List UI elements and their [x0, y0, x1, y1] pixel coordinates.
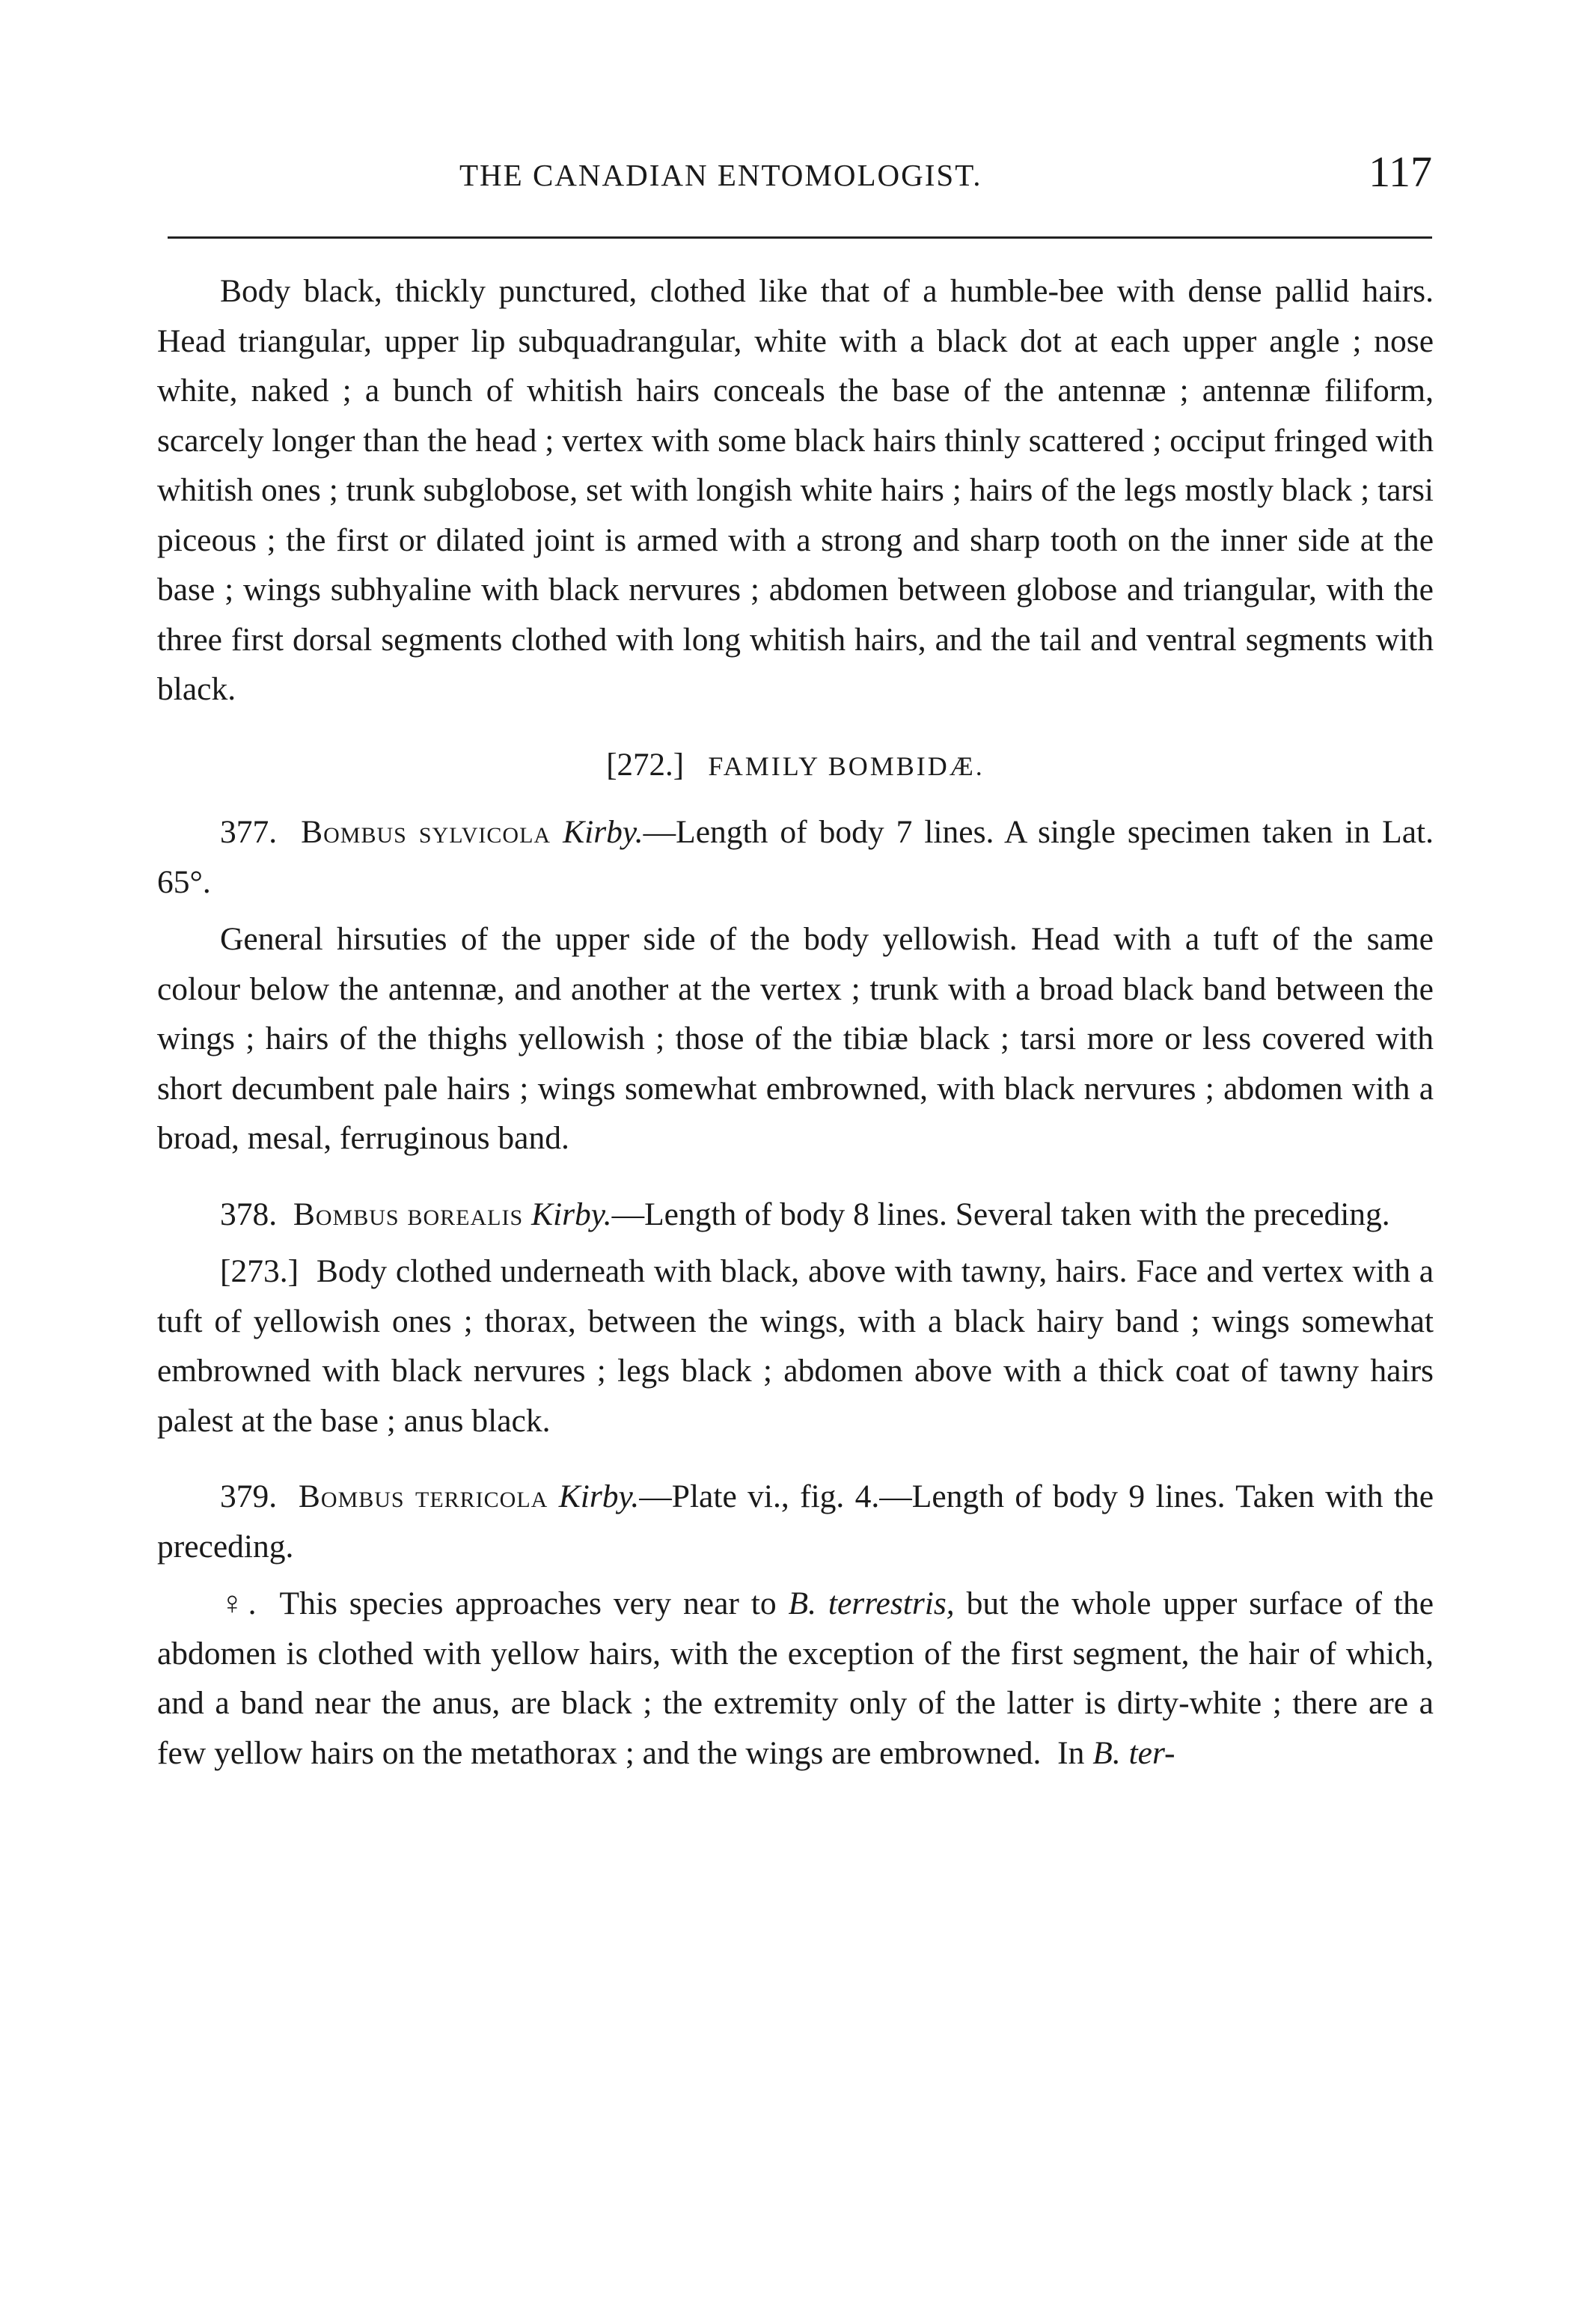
species-entry	[157, 807, 1434, 907]
description-text: This species approaches very near to	[279, 1585, 777, 1621]
species-epithet: sylvicola	[418, 814, 551, 850]
family-heading	[157, 741, 1434, 792]
page-number: 117	[1369, 147, 1432, 196]
species-number: 378.	[220, 1196, 278, 1232]
species-genus: Bombus	[293, 1196, 400, 1232]
trailing-prefix: In	[1057, 1734, 1085, 1771]
running-header	[160, 147, 1432, 207]
species-number: 377.	[220, 814, 278, 850]
species-author: Kirby.	[531, 1196, 612, 1232]
species-entry	[157, 1190, 1434, 1240]
species-number: 379.	[220, 1478, 278, 1514]
species-epithet: borealis	[407, 1196, 524, 1232]
species-author: Kirby.	[563, 814, 643, 850]
description-ref: [273.]	[220, 1253, 299, 1289]
compared-species: B. terrestris,	[788, 1585, 955, 1621]
header-rule	[168, 236, 1432, 239]
species-description	[157, 1247, 1434, 1446]
species-entry	[157, 1472, 1434, 1571]
species-epithet: terricola	[415, 1478, 548, 1514]
description-text: but the whole upper surface of the abdomen is clothed with yellow hairs, with the exception of the first segment, the hair of which, and a band near the anus, are black ; the extremity only of the latter is dirty-white ; there are a few yellow hairs on the metathorax ; and the wings are embrowned.	[157, 1585, 1434, 1771]
family-name: FAMILY BOMBIDÆ.	[708, 750, 985, 781]
running-title: THE CANADIAN ENTOMOLOGIST.	[459, 158, 982, 192]
intro-paragraph: Body black, thickly punctured, clothed like that of a humble-bee with dense pallid hairs. Head triangular, upper lip subquadrangular, white with a black dot at each upper angle ; nose white, naked ; a bunch of whitish hairs conceals the base of the antennæ ; antennæ filiform, scarcely longer than the head ; vertex with some black hairs thinly scattered ; occiput fringed with whitish ones ; trunk subglobose, set with longish white hairs ; hairs of the legs mostly black ; tarsi piceous ; the first or dilated joint is armed with a strong and sharp tooth on the inner side at the base ; wings subhyaline with black nervures ; abdomen between globose and triangular, with the three first dorsal segments clothed with long whitish hairs, and the tail and ventral segments with black.	[157, 273, 1434, 707]
female-symbol: ♀.	[220, 1585, 257, 1621]
description-text: Body clothed underneath with black, above with tawny, hairs. Face and vertex with a tuft of yellowish ones ; thorax, between the wings, with a black hairy band ; wings somewhat embrowned with black nervures ; legs black ; abdomen above with a thick coat of tawny hairs palest at the base ; anus black.	[157, 1253, 1434, 1439]
species-summary: —Plate vi., fig. 4.—Length of body 9 lines. Taken with the preceding.	[157, 1478, 1434, 1565]
species-summary: —Length of body 7 lines. A single specimen taken in Lat. 65°.	[157, 814, 1434, 900]
species-description	[157, 1579, 1434, 1778]
species-summary: —Length of body 8 lines. Several taken with the preceding.	[611, 1196, 1390, 1232]
species-genus: Bombus	[298, 1478, 405, 1514]
family-ref: [272.]	[606, 747, 685, 783]
trailing-species: B. ter-	[1092, 1734, 1175, 1771]
species-author: Kirby.	[558, 1478, 640, 1514]
species-genus: Bombus	[301, 814, 407, 850]
page-body	[157, 266, 1434, 1778]
species-description: General hirsuties of the upper side of the body yellowish. Head with a tuft of the same colour below the antennæ, and another at the vertex ; trunk with a broad black band between the wings ; hairs of the thighs yellowish ; those of the tibiæ black ; tarsi more or less covered with short decumbent pale hairs ; wings somewhat embrowned, with black nervures ; abdomen with a broad, mesal, ferruginous band.	[157, 921, 1434, 1156]
